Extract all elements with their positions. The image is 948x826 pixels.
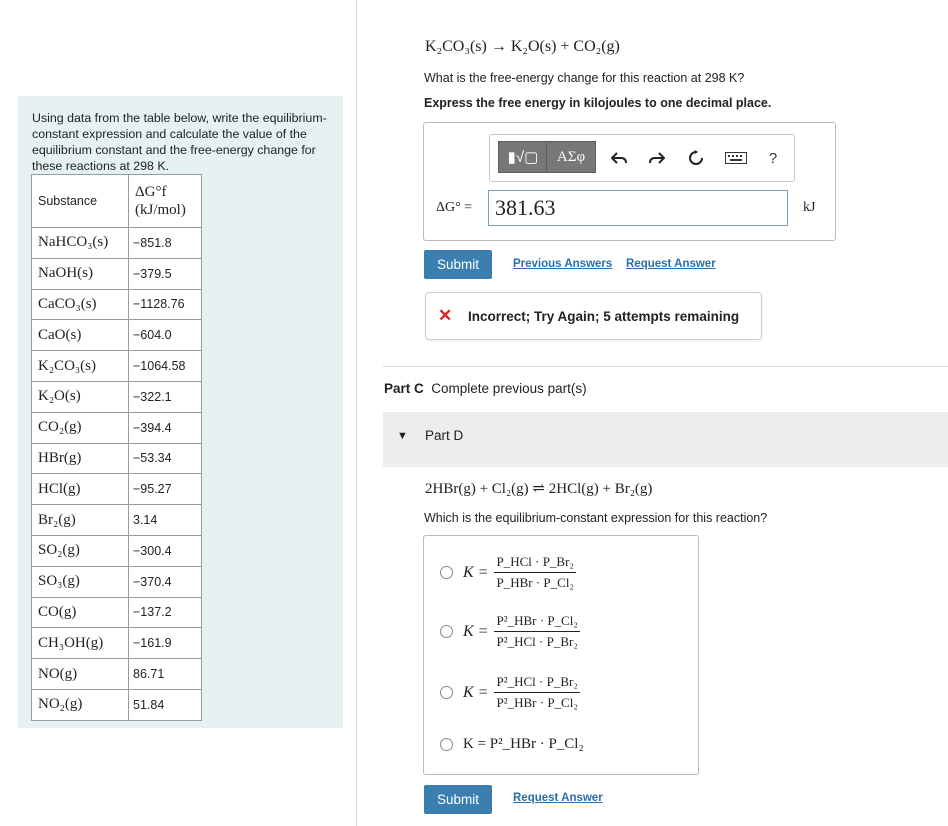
table-row: [32, 535, 202, 566]
substance-cell: CO₂(g): [32, 412, 129, 443]
input-label: ΔG° =: [436, 200, 473, 215]
value-cell: 86.71: [129, 659, 202, 690]
numerator: P²_HBr · P_Cl₂: [494, 613, 579, 632]
value-cell: −851.8: [129, 228, 202, 259]
submit-button[interactable]: Submit: [424, 250, 492, 279]
incorrect-icon: ✕: [438, 306, 453, 325]
keyboard-icon[interactable]: [723, 147, 749, 169]
substance-cell: CO(g): [32, 597, 129, 628]
table-row: [32, 628, 202, 659]
caret-down-icon[interactable]: ▼: [397, 430, 408, 442]
options-container: [423, 535, 699, 775]
value-cell: −95.27: [129, 474, 202, 505]
value-cell: −379.5: [129, 258, 202, 289]
table-row: [32, 351, 202, 382]
fraction: [494, 674, 579, 711]
substance-cell: SO₃(g): [32, 566, 129, 597]
free-energy-table: [31, 174, 202, 721]
reset-icon[interactable]: [685, 147, 707, 169]
value-cell: −300.4: [129, 535, 202, 566]
table-row: [32, 228, 202, 259]
table-row: [32, 258, 202, 289]
feedback-message: [425, 292, 762, 340]
denominator: P_HBr · P_Cl₂: [496, 575, 574, 590]
k-label: K =: [463, 683, 489, 701]
fraction: [494, 554, 576, 591]
substance-cell: NO(g): [32, 659, 129, 690]
part-d-header[interactable]: [383, 412, 948, 467]
substance-cell: SO₂(g): [32, 535, 129, 566]
value-cell: 3.14: [129, 505, 202, 536]
option-3[interactable]: [440, 674, 580, 711]
request-answer-link[interactable]: Request Answer: [626, 258, 716, 270]
part-d-label: Part D: [425, 428, 464, 443]
substance-cell: NO₂(g): [32, 689, 129, 720]
numerator: P_HCl · P_Br₂: [494, 554, 576, 573]
substance-cell: CaO(s): [32, 320, 129, 351]
substance-cell: CH₃OH(g): [32, 628, 129, 659]
substance-cell: CaCO₃(s): [32, 289, 129, 320]
table-row: [32, 289, 202, 320]
radio-button[interactable]: [440, 738, 453, 751]
table-row: [32, 412, 202, 443]
part-c-header[interactable]: [384, 381, 587, 396]
unit-label: kJ: [803, 200, 816, 215]
reaction-equation-d: 2HBr(g) + Cl₂(g) ⇌ 2HCl(g) + Br₂(g): [425, 481, 653, 497]
templates-button[interactable]: ▮√▢: [498, 141, 548, 173]
option-1[interactable]: [440, 554, 576, 591]
k-label: K =: [463, 563, 489, 581]
value-cell: −161.9: [129, 628, 202, 659]
substance-cell: K₂O(s): [32, 381, 129, 412]
radio-button[interactable]: [440, 686, 453, 699]
table-row: [32, 597, 202, 628]
table-row: [32, 381, 202, 412]
value-cell: −370.4: [129, 566, 202, 597]
table-row: [32, 505, 202, 536]
value-cell: −1128.76: [129, 289, 202, 320]
undo-icon[interactable]: [608, 147, 630, 169]
question-text: What is the free-energy change for this reaction at 298 K?: [424, 71, 745, 85]
substance-cell: HCl(g): [32, 474, 129, 505]
substance-cell: HBr(g): [32, 443, 129, 474]
value-cell: −322.1: [129, 381, 202, 412]
redo-icon[interactable]: [646, 147, 668, 169]
feedback-text: Incorrect; Try Again; 5 attempts remaining: [468, 309, 740, 324]
table-row: [32, 443, 202, 474]
value-cell: −394.4: [129, 412, 202, 443]
numerator: P²_HCl · P_Br₂: [494, 674, 579, 693]
table-row: [32, 566, 202, 597]
substance-cell: NaHCO₃(s): [32, 228, 129, 259]
header-substance: Substance: [32, 175, 129, 228]
option-2[interactable]: [440, 613, 580, 650]
option-4[interactable]: [440, 736, 584, 753]
instruction-text: Express the free energy in kilojoules to one decimal place.: [424, 96, 772, 110]
table-row: [32, 689, 202, 720]
header-dg: [129, 175, 202, 228]
table-header-row: [32, 175, 202, 228]
submit-button-d[interactable]: Submit: [424, 785, 492, 814]
radio-button[interactable]: [440, 566, 453, 579]
table-row: [32, 320, 202, 351]
substance-cell: NaOH(s): [32, 258, 129, 289]
substance-cell: Br₂(g): [32, 505, 129, 536]
value-cell: −1064.58: [129, 351, 202, 382]
request-answer-link-d[interactable]: Request Answer: [513, 792, 603, 804]
denominator: P²_HCl · P_Br₂: [496, 634, 578, 649]
help-button[interactable]: ?: [768, 149, 778, 167]
header-dg-symbol: ΔG°f: [135, 184, 167, 200]
math-toolbar: [489, 134, 795, 182]
section-divider: [383, 366, 948, 367]
greek-symbols-button[interactable]: ΑΣφ: [546, 141, 596, 173]
data-panel: [18, 96, 343, 728]
answer-input[interactable]: [488, 190, 788, 226]
value-cell: −604.0: [129, 320, 202, 351]
part-c-status: Complete previous part(s): [431, 381, 587, 396]
question-text-d: Which is the equilibrium-constant expression for this reaction?: [424, 511, 768, 525]
table-row: [32, 659, 202, 690]
part-c-label: Part C: [384, 381, 424, 396]
k-label: K =: [463, 622, 489, 640]
expression: K = P²_HBr · P_Cl₂: [463, 736, 584, 752]
fraction: [494, 613, 579, 650]
previous-answers-link[interactable]: Previous Answers: [513, 258, 613, 270]
table-row: [32, 474, 202, 505]
value-cell: −53.34: [129, 443, 202, 474]
instructions-text: Using data from the table below, write the equilibrium-constant expression and calculate the value of the equilibrium constant and the free-energy change for these reactions at 298 K.: [32, 111, 327, 173]
value-cell: −137.2: [129, 597, 202, 628]
substance-cell: K₂CO₃(s): [32, 351, 129, 382]
radio-button[interactable]: [440, 625, 453, 638]
column-divider: [356, 0, 357, 826]
value-cell: 51.84: [129, 689, 202, 720]
reaction-equation: K₂CO₃(s) → K₂O(s) + CO₂(g): [425, 38, 620, 55]
denominator: P²_HBr · P_Cl₂: [496, 695, 578, 710]
header-dg-unit: (kJ/mol): [135, 202, 186, 218]
